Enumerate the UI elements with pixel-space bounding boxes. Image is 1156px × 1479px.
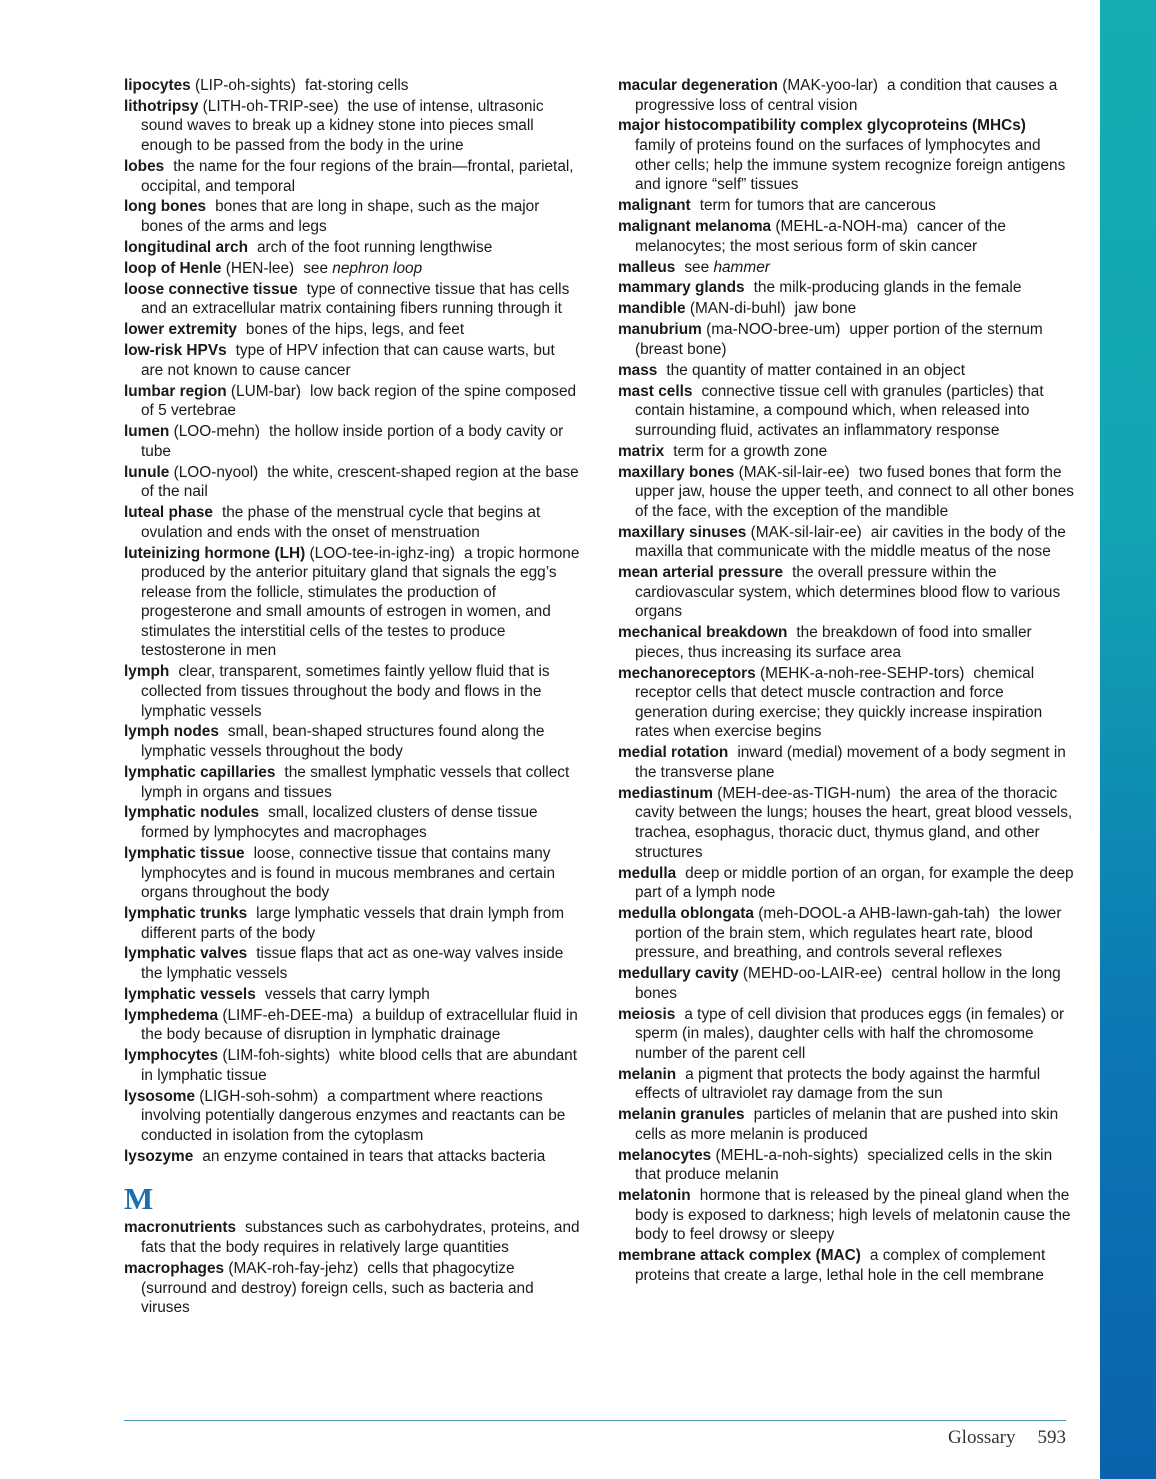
entry-term: loop of Henle <box>124 259 222 277</box>
entry-term: lymphatic trunks <box>124 904 248 922</box>
entry-term: lymphatic nodules <box>124 804 260 822</box>
entry-pronunciation: (MEH-dee-as-TIGH-num) <box>717 784 891 802</box>
glossary-entry <box>124 803 580 842</box>
entry-term: lymphatic valves <box>124 945 248 963</box>
glossary-entry <box>124 341 580 380</box>
entry-term: lysozyme <box>124 1147 194 1165</box>
entry-definition: upper portion of the sternum (breast bone) <box>635 321 1043 358</box>
entry-pronunciation: (LOO-nyool) <box>173 463 259 481</box>
glossary-entry <box>124 238 580 258</box>
glossary-entry <box>618 299 1074 319</box>
entry-term: malignant melanoma <box>618 218 772 236</box>
glossary-entry <box>618 1105 1074 1144</box>
glossary-entry <box>124 157 580 196</box>
glossary-entry <box>124 382 580 421</box>
page-number: 593 <box>1037 1427 1066 1448</box>
entry-term: melanocytes <box>618 1146 712 1164</box>
entry-pronunciation: (MAK-roh-fay-jehz) <box>228 1259 359 1277</box>
entry-term: mast cells <box>618 382 693 400</box>
entry-definition: tissue flaps that act as one-way valves inside the lymphatic vessels <box>141 945 564 983</box>
entry-term: long bones <box>124 198 207 216</box>
entry-definition: type of HPV infection that can cause warts, but are not known to cause cancer <box>141 342 555 379</box>
glossary-entry <box>618 361 1074 381</box>
glossary-entry <box>124 320 580 340</box>
entry-term: lumen <box>124 423 170 441</box>
entry-term: medullary cavity <box>618 965 739 983</box>
entry-term: lipocytes <box>124 77 191 94</box>
entry-definition: bones of the hips, legs, and feet <box>245 321 465 339</box>
entry-pronunciation: (HEN-lee) <box>225 259 295 277</box>
entry-definition: small, localized clusters of dense tissue formed by lymphocytes and macrophages <box>141 804 538 842</box>
glossary-entry <box>124 197 580 236</box>
footer-rule <box>124 1420 1066 1421</box>
entry-definition: deep or middle portion of an organ, for example the deep part of a lymph node <box>635 864 1074 902</box>
entry-definition: see <box>684 258 710 276</box>
entry-list-l <box>124 76 580 1166</box>
section-letter-heading: M <box>124 1181 154 1217</box>
glossary-entry <box>618 320 1074 359</box>
entry-pronunciation: (MAK-yoo-lar) <box>782 77 879 94</box>
entry-definition: the quantity of matter contained in an object <box>666 361 965 379</box>
entry-definition: the phase of the menstrual cycle that begins at ovulation and ends with the onset of menstruation <box>141 504 541 541</box>
entry-pronunciation: (MEHL-a-NOH-ma) <box>775 218 908 236</box>
entry-definition: cancer of the melanocytes; the most serious form of skin cancer <box>635 218 1006 255</box>
glossary-entry <box>124 76 580 96</box>
glossary-entry <box>618 382 1074 441</box>
glossary-entry <box>618 196 1074 216</box>
glossary-entry <box>124 1218 580 1257</box>
entry-term: macular degeneration <box>618 77 778 94</box>
entry-definition: connective tissue cell with granules (particles) that contain histamine, a compound which, when released into surrounding fluid, activates an inflammatory response <box>635 382 1044 439</box>
entry-term: manubrium <box>618 321 702 339</box>
entry-definition: the smallest lymphatic vessels that collect lymph in organs and tissues <box>141 763 570 801</box>
entry-definition: chemical receptor cells that detect muscle contraction and force generation during exercise; they quickly increase inspiration rates when exercise begins <box>635 664 1043 741</box>
entry-term: lymph <box>124 663 170 681</box>
glossary-entry <box>124 280 580 319</box>
entry-term: longitudinal arch <box>124 238 248 256</box>
glossary-entry <box>124 259 580 279</box>
entry-term: loose connective tissue <box>124 280 298 298</box>
entry-definition: large lymphatic vessels that drain lymph from different parts of the body <box>141 904 565 942</box>
entry-term: malignant <box>618 197 691 215</box>
glossary-entry <box>124 463 580 502</box>
glossary-entry <box>124 544 580 662</box>
entry-term: mean arterial pressure <box>618 564 784 582</box>
entry-term: matrix <box>618 442 665 460</box>
entry-definition: term for a growth zone <box>673 442 828 460</box>
glossary-entry <box>124 503 580 542</box>
entry-pronunciation: (MEHK-a-noh-ree-SEHP-tors) <box>760 664 965 682</box>
entry-definition: substances such as carbohydrates, proteins, and fats that the body requires in relatively large quantities <box>141 1219 580 1257</box>
glossary-entry <box>124 1259 580 1318</box>
entry-pronunciation: (MEHD-oo-LAIR-ee) <box>742 965 883 983</box>
entry-term: lymphatic tissue <box>124 844 245 862</box>
entry-term: medial rotation <box>618 744 729 762</box>
glossary-entry <box>124 1147 580 1167</box>
entry-pronunciation: (MAN-di-buhl) <box>689 300 786 318</box>
entry-term: mass <box>618 361 658 379</box>
entry-definition: the name for the four regions of the brain—frontal, parietal, occipital, and temporal <box>141 157 574 195</box>
entry-definition: particles of melanin that are pushed into skin cells as more melanin is produced <box>635 1106 1059 1143</box>
glossary-entry <box>618 623 1074 662</box>
entry-definition: a compartment where reactions involving potentially dangerous enzymes and reactants can be conducted in isolation from the cytoplasm <box>141 1087 566 1144</box>
entry-term: luteal phase <box>124 504 213 522</box>
entry-definition: a condition that causes a progressive loss of central vision <box>635 77 1058 114</box>
entry-term: mediastinum <box>618 784 713 802</box>
entry-definition: family of proteins found on the surfaces of lymphocytes and other cells; help the immune system recognize foreign antigens and ignore “self” tissues <box>635 137 1066 194</box>
entry-definition: an enzyme contained in tears that attacks bacteria <box>202 1147 546 1165</box>
entry-term: macrophages <box>124 1259 225 1277</box>
entry-definition: the hollow inside portion of a body cavity or tube <box>141 423 564 460</box>
entry-term: mechanoreceptors <box>618 664 756 682</box>
entry-pronunciation: (ma-NOO-bree-um) <box>706 321 841 339</box>
entry-definition: type of connective tissue that has cells and an extracellular matrix containing fibers running through it <box>141 280 570 318</box>
glossary-entry <box>124 422 580 461</box>
glossary-entry <box>618 864 1074 903</box>
entry-definition: low back region of the spine composed of 5 vertebrae <box>141 382 577 420</box>
entry-definition: hormone that is released by the pineal gland when the body is exposed to darkness; high levels of melatonin cause the body to feel drowsy or sleepy <box>635 1187 1071 1244</box>
entry-term: malleus <box>618 258 676 276</box>
entry-cross-reference: nephron loop <box>332 259 423 277</box>
entry-definition: a complex of complement proteins that create a large, lethal hole in the cell membrane <box>635 1247 1046 1284</box>
entry-term: lithotripsy <box>124 97 199 115</box>
glossary-entry <box>618 784 1074 862</box>
glossary-entry <box>618 1146 1074 1185</box>
entry-definition: specialized cells in the skin that produce melanin <box>635 1146 1053 1184</box>
glossary-entry <box>124 763 580 802</box>
entry-definition: cells that phagocytize (surround and destroy) foreign cells, such as bacteria and viruses <box>141 1259 534 1317</box>
entry-term: lymphatic vessels <box>124 985 256 1003</box>
entry-term: melatonin <box>618 1187 691 1205</box>
glossary-column-right <box>618 76 1074 1287</box>
glossary-entry <box>618 1005 1074 1064</box>
glossary-entry <box>618 1065 1074 1104</box>
glossary-entry <box>124 662 580 721</box>
glossary-entry <box>618 523 1074 562</box>
footer-label: Glossary <box>947 1427 1016 1448</box>
glossary-column-left <box>124 76 580 1319</box>
glossary-entry <box>618 1186 1074 1245</box>
glossary-entry <box>124 985 580 1005</box>
entry-term: membrane attack complex (MAC) <box>618 1247 861 1265</box>
entry-definition: the overall pressure within the cardiovascular system, which determines blood flow to various organs <box>635 564 1061 621</box>
entry-term: luteinizing hormone (LH) <box>124 544 306 562</box>
entry-list-m-right <box>618 76 1074 1285</box>
glossary-entry <box>618 217 1074 256</box>
entry-term: low-risk HPVs <box>124 342 227 360</box>
glossary-entry <box>618 278 1074 298</box>
entry-definition: two fused bones that form the upper jaw, house the upper teeth, and connect to all other bones of the face, with the exception of the mandible <box>635 463 1074 520</box>
glossary-entry <box>124 722 580 761</box>
entry-definition: clear, transparent, sometimes faintly yellow fluid that is collected from tissues throughout the body and flows in the lymphatic vessels <box>141 663 550 720</box>
glossary-entry <box>124 944 580 983</box>
entry-definition: vessels that carry lymph <box>264 985 430 1003</box>
entry-definition: the milk-producing glands in the female <box>753 279 1022 297</box>
entry-definition: the use of intense, ultrasonic sound waves to break up a kidney stone into pieces small enough to be passed from the body in the urine <box>141 97 544 155</box>
entry-term: lymphedema <box>124 1006 219 1024</box>
glossary-entry <box>618 76 1074 115</box>
entry-definition: loose, connective tissue that contains many lymphocytes and is found in mucous membranes and certain organs throughout the body <box>141 844 556 902</box>
side-color-band <box>1100 0 1156 1479</box>
entry-definition: term for tumors that are cancerous <box>699 197 936 215</box>
entry-pronunciation: (LIP-oh-sights) <box>195 77 296 94</box>
entry-definition: the white, crescent-shaped region at the base of the nail <box>141 463 579 501</box>
entry-pronunciation: (LOO-mehn) <box>173 423 260 441</box>
entry-definition: see <box>303 259 329 277</box>
entry-definition: the lower portion of the brain stem, which regulates heart rate, blood pressure, and breathing, and controls several reflexes <box>635 904 1062 962</box>
entry-pronunciation: (LITH-oh-TRIP-see) <box>202 97 339 115</box>
glossary-entry <box>618 442 1074 462</box>
entry-pronunciation: (MAK-sil-lair-ee) <box>738 463 850 481</box>
entry-pronunciation: (LIMF-eh-DEE-ma) <box>222 1006 354 1024</box>
entry-term: maxillary bones <box>618 463 735 481</box>
entry-term: lymph nodes <box>124 723 219 741</box>
entry-pronunciation: (MAK-sil-lair-ee) <box>750 523 862 541</box>
entry-term: lymphocytes <box>124 1047 219 1065</box>
entry-term: lobes <box>124 157 165 175</box>
entry-term: melanin granules <box>618 1106 745 1124</box>
entry-pronunciation: (LIGH-soh-sohm) <box>199 1087 319 1105</box>
entry-term: lower extremity <box>124 321 237 339</box>
glossary-entry <box>124 1006 580 1045</box>
entry-list-m-left <box>124 1218 580 1317</box>
entry-term: meiosis <box>618 1005 676 1023</box>
entry-term: mammary glands <box>618 279 745 297</box>
glossary-entry <box>124 1046 580 1085</box>
glossary-entry <box>618 964 1074 1003</box>
entry-term: mechanical breakdown <box>618 624 788 642</box>
entry-pronunciation: (MEHL-a-noh-sights) <box>715 1146 859 1164</box>
entry-term: lumbar region <box>124 382 227 400</box>
glossary-entry <box>618 116 1074 194</box>
entry-definition: arch of the foot running lengthwise <box>256 238 493 256</box>
entry-term: lymphatic capillaries <box>124 763 276 781</box>
entry-term: melanin <box>618 1065 677 1083</box>
entry-term: mandible <box>618 300 686 318</box>
entry-definition: inward (medial) movement of a body segment in the transverse plane <box>635 744 1066 781</box>
entry-term: macronutrients <box>124 1219 237 1237</box>
glossary-entry <box>618 463 1074 522</box>
entry-definition: jaw bone <box>794 300 857 318</box>
glossary-entry <box>618 664 1074 742</box>
entry-definition: fat-storing cells <box>304 77 409 94</box>
entry-pronunciation: (LIM-foh-sights) <box>222 1047 331 1065</box>
glossary-entry <box>618 258 1074 278</box>
entry-definition: bones that are long in shape, such as the major bones of the arms and legs <box>141 198 540 236</box>
glossary-entry <box>618 1246 1074 1285</box>
entry-term: lysosome <box>124 1087 196 1105</box>
entry-pronunciation: (meh-DOOL-a AHB-lawn-gah-tah) <box>758 904 991 922</box>
entry-definition: small, bean-shaped structures found along the lymphatic vessels throughout the body <box>141 723 545 761</box>
entry-term: maxillary sinuses <box>618 523 747 541</box>
glossary-entry <box>618 904 1074 963</box>
entry-definition: the area of the thoracic cavity between the lungs; houses the heart, great blood vessels, trachea, esophagus, thoracic duct, thymus gland, and other structures <box>635 784 1073 861</box>
entry-cross-reference: hammer <box>713 258 770 276</box>
page-footer <box>948 1427 1066 1449</box>
entry-definition: the breakdown of food into smaller pieces, thus increasing its surface area <box>635 624 1032 661</box>
entry-definition: a tropic hormone produced by the anterior pituitary gland that signals the egg’s release from the follicle, stimulates the production of progesterone and small amounts of estrogen in women, and stimulates the interstitial cells of the testes to produce testosterone in men <box>141 544 580 660</box>
glossary-entry <box>618 563 1074 622</box>
glossary-entry <box>124 97 580 156</box>
entry-definition: a buildup of extracellular fluid in the body because of disruption in lymphatic drainage <box>141 1006 578 1044</box>
entry-term: major histocompatibility complex glycoproteins (MHCs) <box>618 117 1026 135</box>
entry-definition: a pigment that protects the body against the harmful effects of ultraviolet ray damage from the sun <box>635 1065 1041 1103</box>
entry-term: medulla oblongata <box>618 904 754 922</box>
glossary-entry <box>124 904 580 943</box>
entry-definition: air cavities in the body of the maxilla that communicate with the middle meatus of the nose <box>635 523 1066 561</box>
glossary-entry <box>618 743 1074 782</box>
glossary-entry <box>124 1087 580 1146</box>
entry-pronunciation: (LUM-bar) <box>230 382 302 400</box>
entry-definition: a type of cell division that produces eggs (in females) or sperm (in males), daughter cells with half the chromosome number of the parent cell <box>635 1005 1065 1062</box>
entry-definition: central hollow in the long bones <box>635 965 1061 1002</box>
entry-term: medulla <box>618 864 677 882</box>
entry-pronunciation: (LOO-tee-in-ighz-ing) <box>309 544 455 562</box>
entry-definition: white blood cells that are abundant in lymphatic tissue <box>141 1047 578 1084</box>
glossary-entry <box>124 844 580 903</box>
entry-term: lunule <box>124 463 170 481</box>
